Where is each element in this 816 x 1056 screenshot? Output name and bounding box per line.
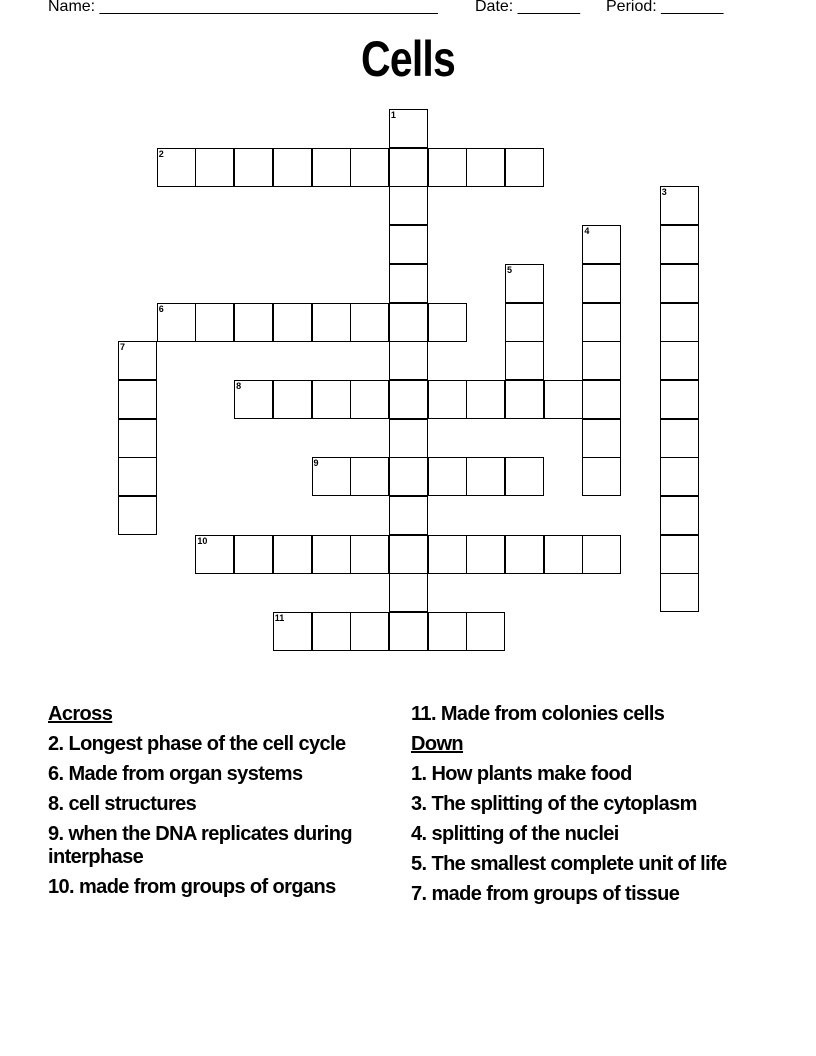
grid-cell[interactable]: [118, 380, 157, 419]
grid-cell[interactable]: [428, 612, 467, 651]
grid-cell[interactable]: [660, 225, 699, 264]
clue-number: 5.: [411, 853, 427, 875]
grid-cell[interactable]: [389, 303, 428, 342]
date-field-label: Date: _______: [475, 0, 580, 15]
clue-text: How plants make food: [431, 763, 632, 785]
grid-cell[interactable]: [389, 225, 428, 264]
clue-number-7: 7: [120, 342, 126, 353]
clue-text: The smallest complete unit of life: [431, 853, 727, 875]
grid-cell[interactable]: [350, 380, 389, 419]
grid-cell[interactable]: [273, 303, 312, 342]
clue-text: splitting of the nuclei: [431, 823, 619, 845]
clue-number-8: 8: [236, 380, 242, 391]
clue-number: 2.: [48, 733, 64, 755]
clue-number-5: 5: [507, 264, 513, 275]
grid-cell[interactable]: [118, 419, 157, 458]
grid-cell[interactable]: [389, 341, 428, 380]
grid-cell[interactable]: [505, 380, 544, 419]
clue-text: Made from colonies cells: [440, 703, 665, 725]
grid-cell[interactable]: [389, 535, 428, 574]
grid-cell[interactable]: [660, 303, 699, 342]
grid-cell[interactable]: [582, 535, 621, 574]
page-title: Cells: [361, 31, 455, 87]
clue-down-3: [411, 793, 751, 816]
name-field-label: Name: ______________________________________: [48, 0, 438, 15]
grid-cell[interactable]: [466, 380, 505, 419]
grid-cell[interactable]: [466, 148, 505, 187]
clue-number-4: 4: [584, 226, 590, 237]
clue-down-4: [411, 823, 751, 846]
clue-text: made from groups of tissue: [431, 883, 680, 905]
clue-across-6: [48, 763, 378, 786]
clue-number-10: 10: [197, 535, 208, 546]
period-field-label: Period: _______: [606, 0, 724, 15]
clue-across-11: [411, 703, 751, 726]
across-heading: Across: [48, 703, 113, 725]
clue-number: 10.: [48, 876, 75, 898]
grid-cell[interactable]: [582, 419, 621, 458]
grid-cell[interactable]: [660, 573, 699, 612]
grid-cell[interactable]: [273, 148, 312, 187]
grid-cell[interactable]: [389, 612, 428, 651]
grid-cell[interactable]: [389, 573, 428, 612]
grid-cell[interactable]: [389, 148, 428, 187]
grid-cell[interactable]: [234, 148, 273, 187]
clue-down-7: [411, 883, 751, 906]
grid-cell[interactable]: [118, 496, 157, 535]
grid-cell[interactable]: [312, 535, 351, 574]
grid-cell[interactable]: [660, 264, 699, 303]
clue-number: 3.: [411, 793, 427, 815]
clue-number: 11.: [411, 703, 436, 725]
grid-cell[interactable]: [466, 612, 505, 651]
grid-cell[interactable]: [660, 457, 699, 496]
grid-cell[interactable]: [195, 148, 234, 187]
grid-cell[interactable]: [428, 457, 467, 496]
clue-text: made from groups of organs: [78, 876, 336, 898]
clue-text: when the DNA replicates during interphase: [48, 823, 352, 868]
clue-down-1: [411, 763, 751, 786]
grid-cell[interactable]: [582, 303, 621, 342]
grid-cell[interactable]: [273, 535, 312, 574]
grid-cell[interactable]: [273, 380, 312, 419]
grid-cell[interactable]: [428, 148, 467, 187]
grid-cell[interactable]: [466, 457, 505, 496]
clue-down-5: [411, 853, 751, 876]
clue-number-1: 1: [390, 110, 396, 120]
clues-right-column: [411, 703, 751, 913]
grid-cell[interactable]: [582, 457, 621, 496]
grid-cell[interactable]: [234, 303, 273, 342]
clue-across-8: [48, 793, 378, 816]
grid-cell[interactable]: [505, 148, 544, 187]
grid-cell[interactable]: [428, 303, 467, 342]
grid-cell[interactable]: [350, 303, 389, 342]
clues-left-column: [48, 703, 378, 906]
down-heading: Down: [411, 733, 464, 755]
grid-cell[interactable]: [389, 496, 428, 535]
grid-cell[interactable]: [312, 303, 351, 342]
clue-number-3: 3: [661, 187, 667, 198]
grid-cell[interactable]: [350, 535, 389, 574]
grid-cell[interactable]: [544, 535, 583, 574]
grid-cell[interactable]: [660, 380, 699, 419]
clue-number-2: 2: [158, 148, 164, 159]
grid-cell[interactable]: [428, 535, 467, 574]
grid-cell[interactable]: [350, 457, 389, 496]
grid-cell[interactable]: [582, 380, 621, 419]
grid-cell[interactable]: [582, 264, 621, 303]
grid-cell[interactable]: [582, 341, 621, 380]
grid-cell[interactable]: [660, 341, 699, 380]
clue-number-11: 11: [274, 613, 285, 624]
clue-across-10: [48, 876, 378, 899]
clue-across-9: [48, 823, 378, 869]
clue-number: 8.: [48, 793, 64, 815]
grid-cell[interactable]: [312, 380, 351, 419]
grid-cell[interactable]: [660, 535, 699, 574]
grid-cell[interactable]: [389, 186, 428, 225]
clue-across-2: [48, 733, 378, 756]
clue-text: The splitting of the cytoplasm: [431, 793, 697, 815]
grid-cell[interactable]: [312, 148, 351, 187]
grid-cell[interactable]: [389, 419, 428, 458]
grid-cell[interactable]: [312, 612, 351, 651]
clue-text: cell structures: [68, 793, 197, 815]
clue-number: 7.: [411, 883, 427, 905]
grid-cell[interactable]: [505, 341, 544, 380]
clue-number: 9.: [48, 823, 64, 845]
grid-cell[interactable]: [505, 303, 544, 342]
clue-number-6: 6: [158, 303, 164, 314]
grid-cell[interactable]: [350, 612, 389, 651]
grid-cell[interactable]: [195, 303, 234, 342]
grid-cell[interactable]: [660, 419, 699, 458]
grid-cell[interactable]: [350, 148, 389, 187]
grid-cell[interactable]: [466, 535, 505, 574]
grid-cell[interactable]: [389, 264, 428, 303]
grid-cell[interactable]: [505, 535, 544, 574]
grid-cell[interactable]: [505, 457, 544, 496]
grid-cell[interactable]: [660, 496, 699, 535]
clue-number: 4.: [411, 823, 427, 845]
grid-cell[interactable]: [389, 380, 428, 419]
clue-text: Made from organ systems: [68, 763, 303, 785]
grid-cell[interactable]: [428, 380, 467, 419]
grid-cell[interactable]: [389, 457, 428, 496]
clue-number-9: 9: [313, 458, 319, 469]
grid-cell[interactable]: [118, 457, 157, 496]
grid-cell[interactable]: [234, 535, 273, 574]
grid-cell[interactable]: [544, 380, 583, 419]
clue-text: Longest phase of the cell cycle: [68, 733, 346, 755]
clue-number: 1.: [411, 763, 427, 785]
clue-number: 6.: [48, 763, 64, 785]
